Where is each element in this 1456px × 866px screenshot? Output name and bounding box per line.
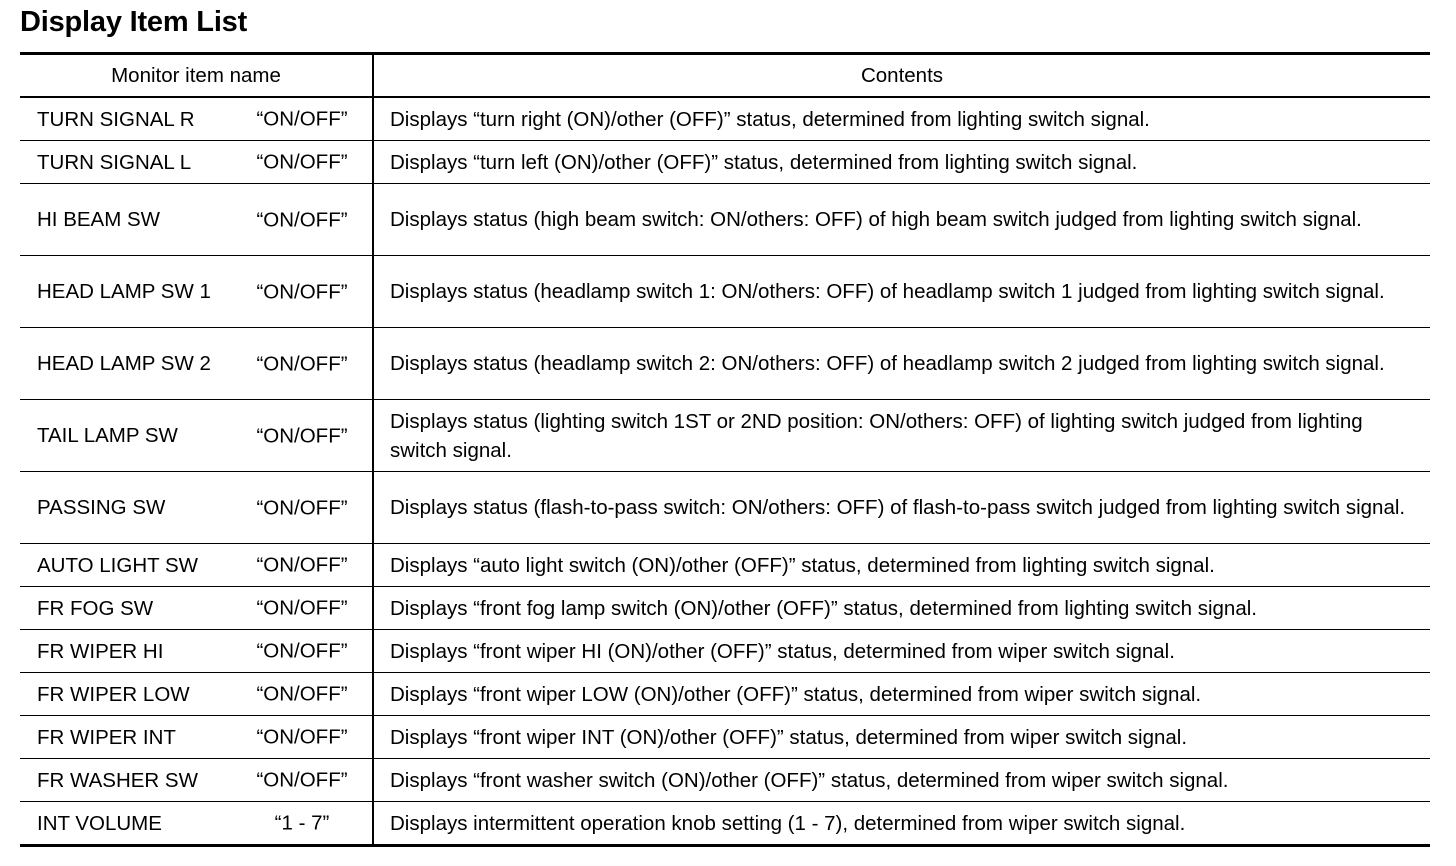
- table-row: [20, 630, 1430, 673]
- table-row: [20, 472, 1430, 544]
- monitor-item-value: “ON/OFF”: [256, 682, 348, 706]
- contents-cell: Displays status (lighting switch 1ST or 2ND position: ON/others: OFF) of lighting switch judged from lighting switch signal.: [373, 400, 1430, 472]
- contents-cell: Displays “front washer switch (ON)/other (OFF)” status, determined from wiper switch signal.: [373, 759, 1430, 802]
- table-header-row: [20, 54, 1430, 98]
- table-row: [20, 716, 1430, 759]
- monitor-item-value: “1 - 7”: [274, 811, 330, 835]
- monitor-item-cell: [20, 630, 373, 673]
- monitor-item-value: “ON/OFF”: [256, 553, 348, 577]
- monitor-item-name: FR WASHER SW: [37, 768, 198, 792]
- monitor-item-name: INT VOLUME: [37, 811, 162, 835]
- monitor-item-name: PASSING SW: [37, 496, 166, 519]
- contents-cell: Displays “front wiper HI (ON)/other (OFF)” status, determined from wiper switch signal.: [373, 630, 1430, 673]
- table-row: [20, 97, 1430, 141]
- contents-cell: Displays status (headlamp switch 2: ON/others: OFF) of headlamp switch 2 judged from lighting switch signal.: [373, 328, 1430, 400]
- contents-cell: Displays status (flash-to-pass switch: ON/others: OFF) of flash-to-pass switch judged from lighting switch signal.: [373, 472, 1430, 544]
- monitor-item-name: TURN SIGNAL R: [37, 107, 195, 131]
- monitor-item-name: HEAD LAMP SW 2: [37, 352, 211, 375]
- table-row: [20, 256, 1430, 328]
- monitor-item-value: “ON/OFF”: [256, 150, 348, 174]
- monitor-item-name: FR FOG SW: [37, 596, 154, 620]
- monitor-item-cell: [20, 716, 373, 759]
- monitor-item-value: “ON/OFF”: [256, 352, 348, 375]
- monitor-item-cell: [20, 400, 373, 472]
- monitor-item-cell: [20, 544, 373, 587]
- monitor-item-cell: [20, 673, 373, 716]
- monitor-item-cell: [20, 472, 373, 544]
- table-row: [20, 759, 1430, 802]
- header-contents: Contents: [373, 54, 1430, 98]
- monitor-item-name: AUTO LIGHT SW: [37, 553, 198, 577]
- monitor-item-value: “ON/OFF”: [256, 496, 348, 519]
- monitor-item-name: FR WIPER INT: [37, 725, 176, 749]
- monitor-item-name: FR WIPER HI: [37, 639, 164, 663]
- table-row: [20, 328, 1430, 400]
- monitor-item-name: HI BEAM SW: [37, 208, 161, 231]
- table-row: [20, 184, 1430, 256]
- table-row: [20, 673, 1430, 716]
- display-item-table: [20, 52, 1430, 847]
- table-row: [20, 587, 1430, 630]
- monitor-item-name: FR WIPER LOW: [37, 682, 190, 706]
- monitor-item-value: “ON/OFF”: [256, 208, 348, 231]
- contents-cell: Displays status (high beam switch: ON/others: OFF) of high beam switch judged from lighting switch signal.: [373, 184, 1430, 256]
- contents-cell: Displays status (headlamp switch 1: ON/others: OFF) of headlamp switch 1 judged from lighting switch signal.: [373, 256, 1430, 328]
- monitor-item-cell: [20, 141, 373, 184]
- contents-cell: Displays “front fog lamp switch (ON)/other (OFF)” status, determined from lighting switch signal.: [373, 587, 1430, 630]
- monitor-item-name: TAIL LAMP SW: [37, 424, 178, 447]
- monitor-item-value: “ON/OFF”: [256, 768, 348, 792]
- monitor-item-value: “ON/OFF”: [256, 725, 348, 749]
- table-row: [20, 400, 1430, 472]
- monitor-item-cell: [20, 256, 373, 328]
- monitor-item-cell: [20, 97, 373, 141]
- header-monitor-item-name: Monitor item name: [20, 54, 373, 98]
- monitor-item-value: “ON/OFF”: [256, 280, 348, 303]
- monitor-item-value: “ON/OFF”: [256, 639, 348, 663]
- contents-cell: Displays “turn left (ON)/other (OFF)” status, determined from lighting switch signal.: [373, 141, 1430, 184]
- monitor-item-value: “ON/OFF”: [256, 107, 348, 131]
- monitor-item-value: “ON/OFF”: [256, 424, 348, 447]
- monitor-item-cell: [20, 802, 373, 846]
- table-row: [20, 141, 1430, 184]
- table-row: [20, 544, 1430, 587]
- monitor-item-name: HEAD LAMP SW 1: [37, 280, 211, 303]
- contents-cell: Displays “turn right (ON)/other (OFF)” status, determined from lighting switch signal.: [373, 97, 1430, 141]
- contents-cell: Displays “auto light switch (ON)/other (OFF)” status, determined from lighting switch signal.: [373, 544, 1430, 587]
- contents-cell: Displays “front wiper INT (ON)/other (OFF)” status, determined from wiper switch signal.: [373, 716, 1430, 759]
- contents-cell: Displays intermittent operation knob setting (1 - 7), determined from wiper switch signal.: [390, 811, 1186, 835]
- page-title: Display Item List: [20, 6, 248, 38]
- table-row: [20, 802, 1430, 846]
- monitor-item-cell: [20, 328, 373, 400]
- monitor-item-cell: [20, 184, 373, 256]
- monitor-item-cell: [20, 759, 373, 802]
- contents-cell: Displays “front wiper LOW (ON)/other (OFF)” status, determined from wiper switch signal.: [373, 673, 1430, 716]
- monitor-item-cell: [20, 587, 373, 630]
- monitor-item-value: “ON/OFF”: [256, 596, 348, 620]
- monitor-item-name: TURN SIGNAL L: [37, 150, 192, 174]
